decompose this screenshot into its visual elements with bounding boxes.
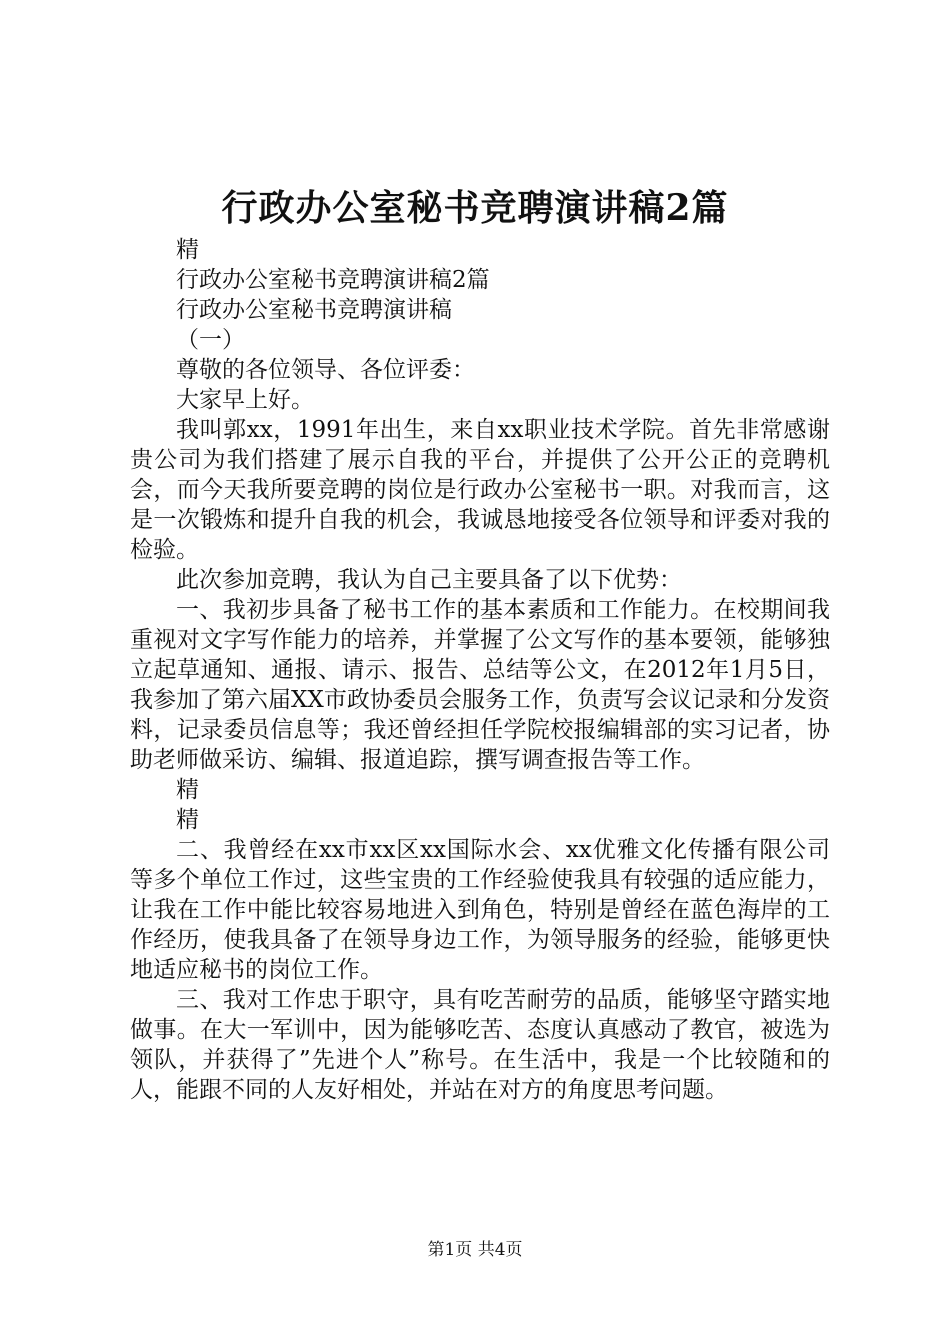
- document-title: 行政办公室秘书竞聘演讲稿2篇: [221, 187, 729, 229]
- paragraph-advantages: 此次参加竞聘，我认为自己主要具备了以下优势：: [176, 567, 682, 593]
- subtitle-line-2: 行政办公室秘书竞聘演讲稿: [176, 297, 452, 323]
- paragraph-intro: 我叫郭xx，1991年出生，来自xx职业技术学院。首先非常感谢贵公司为我们搭建了展示自我的平台，并提供了公开公正的竞聘机会，而今天我所要竞聘的岗位是行政办公室秘书一职。对我而言，这是一次锻炼和提升自我的机会，我诚恳地接受各位领导和评委对我的检验。: [130, 417, 830, 563]
- document-body: [130, 235, 830, 1105]
- watermark-text: 精: [176, 807, 199, 833]
- part-number: （一）: [176, 327, 245, 353]
- hello-line: 大家早上好。: [176, 387, 314, 413]
- greeting-line: 尊敬的各位领导、各位评委：: [176, 357, 475, 383]
- subtitle-line: 行政办公室秘书竞聘演讲稿2篇: [176, 267, 490, 293]
- paragraph-point-2: 二、我曾经在xx市xx区xx国际水会、xx优雅文化传播有限公司等多个单位工作过，这些宝贵的工作经验使我具有较强的适应能力，让我在工作中能比较容易地进入到角色，特别是曾经在蓝色海岸的工作经历，使我具备了在领导身边工作，为领导服务的经验，能够更快地适应秘书的岗位工作。: [130, 837, 830, 983]
- watermark-text: 精: [176, 237, 199, 263]
- paragraph-point-3: 三、我对工作忠于职守，具有吃苦耐劳的品质，能够坚守踏实地做事。在大一军训中，因为能够吃苦、态度认真感动了教官，被选为领队，并获得了”先进个人”称号。在生活中，我是一个比较随和的人，能跟不同的人友好相处，并站在对方的角度思考问题。: [130, 987, 830, 1103]
- paragraph-point-1: 一、我初步具备了秘书工作的基本素质和工作能力。在校期间我重视对文字写作能力的培养，并掌握了公文写作的基本要领，能够独立起草通知、通报、请示、报告、总结等公文，在2012年1月5日，我参加了第六届XX市政协委员会服务工作，负责写会议记录和分发资料，记录委员信息等；我还曾经担任学院校报编辑部的实习记者，协助老师做采访、编辑、报道追踪，撰写调查报告等工作。: [130, 597, 830, 773]
- watermark-text: 精: [176, 777, 199, 803]
- page-footer: 第1页 共4页: [427, 1240, 523, 1260]
